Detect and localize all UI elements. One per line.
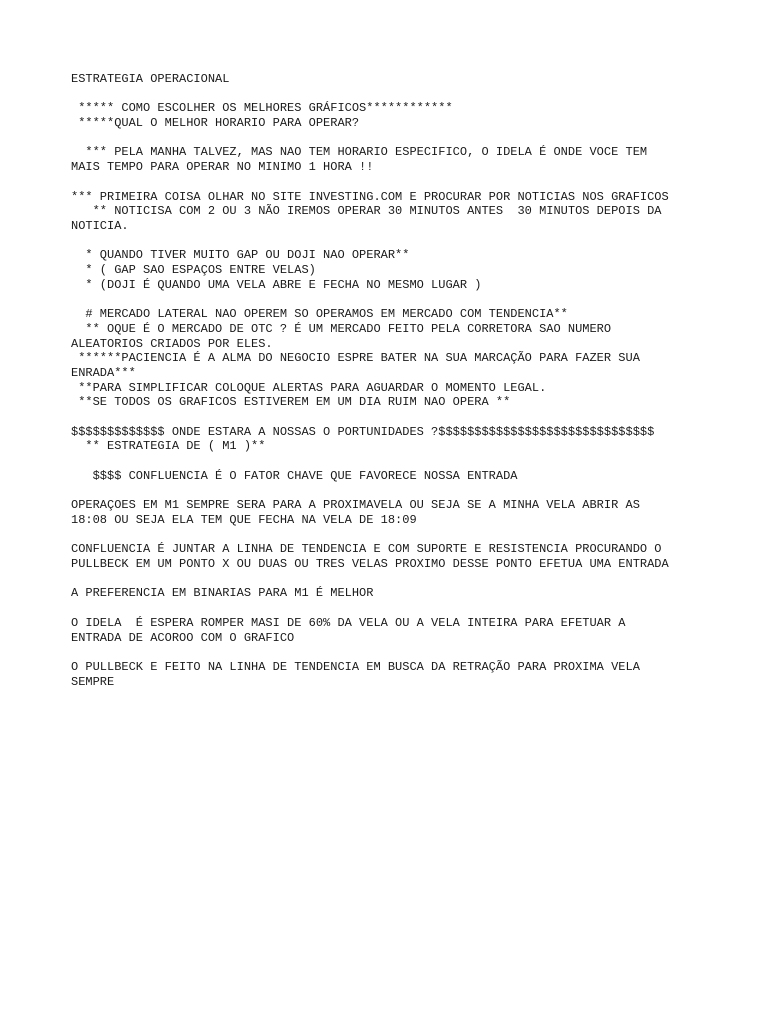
text-line: ALEATORIOS CRIADOS POR ELES. <box>71 336 273 351</box>
text-line: ***** COMO ESCOLHER OS MELHORES GRÁFICOS************ <box>71 101 453 116</box>
blank-line <box>71 410 711 425</box>
text-line: ** NOTICISA COM 2 OU 3 NÃO IREMOS OPERAR 30 MINUTOS ANTES 30 MINUTOS DEPOIS DA <box>71 204 662 219</box>
blank-line <box>71 234 711 249</box>
text-line: *** PELA MANHA TALVEZ, MAS NAO TEM HORARIO ESPECIFICO, O IDELA É ONDE VOCE TEM <box>71 145 648 160</box>
blank-line <box>71 528 711 543</box>
text-line: 18:08 OU SEJA ELA TEM QUE FECHA NA VELA DE 18:09 <box>71 512 417 527</box>
text-line: * (DOJI É QUANDO UMA VELA ABRE E FECHA NO MESMO LUGAR ) <box>71 277 482 292</box>
document-body <box>71 72 711 689</box>
text-line: ******PACIENCIA É A ALMA DO NEGOCIO ESPRE BATER NA SUA MARCAÇÃO PARA FAZER SUA <box>71 351 640 366</box>
blank-line <box>71 601 711 616</box>
text-line: ESTRATEGIA OPERACIONAL <box>71 72 230 86</box>
text-line: ** ESTRATEGIA DE ( M1 )** <box>71 439 266 454</box>
text-line: A PREFERENCIA EM BINARIAS PARA M1 É MELHOR <box>71 586 374 601</box>
text-line: SEMPRE <box>71 674 115 689</box>
text-line: ENTRADA DE ACOROO COM O GRAFICO <box>71 630 295 645</box>
text-line: *****QUAL O MELHOR HORARIO PARA OPERAR? <box>71 116 360 131</box>
text-line: $$$$$$$$$$$$$ ONDE ESTARA A NOSSAS O PORTUNIDADES ?$$$$$$$$$$$$$$$$$$$$$$$$$$$$$$ <box>71 424 655 439</box>
text-line: * QUANDO TIVER MUITO GAP OU DOJI NAO OPERAR** <box>71 248 410 263</box>
text-line: ** OQUE É O MERCADO DE OTC ? É UM MERCADO FEITO PELA CORRETORA SAO NUMERO <box>71 321 612 336</box>
text-line: MAIS TEMPO PARA OPERAR NO MINIMO 1 HORA !! <box>71 160 374 175</box>
text-line: PULLBECK EM UM PONTO X OU DUAS OU TRES VELAS PROXIMO DESSE PONTO EFETUA UMA ENTRADA <box>71 557 669 572</box>
text-line: *** PRIMEIRA COISA OLHAR NO SITE INVESTING.COM E PROCURAR POR NOTICIAS NOS GRAFICOS <box>71 189 669 204</box>
text-line: NOTICIA. <box>71 218 129 233</box>
text-line: # MERCADO LATERAL NAO OPEREM SO OPERAMOS EM MERCADO COM TENDENCIA** <box>71 307 568 322</box>
blank-line <box>71 484 711 499</box>
text-line: O PULLBECK E FEITO NA LINHA DE TENDENCIA EM BUSCA DA RETRAÇÃO PARA PROXIMA VELA <box>71 659 640 674</box>
text-line: OPERAÇOES EM M1 SEMPRE SERA PARA A PROXIMAVELA OU SEJA SE A MINHA VELA ABRIR AS <box>71 498 640 513</box>
blank-line <box>71 572 711 587</box>
blank-line <box>71 292 711 307</box>
blank-line <box>71 454 711 469</box>
text-line: * ( GAP SAO ESPAÇOS ENTRE VELAS) <box>71 263 316 278</box>
text-line: ENRADA*** <box>71 365 136 380</box>
text-line: **SE TODOS OS GRAFICOS ESTIVEREM EM UM DIA RUIM NAO OPERA ** <box>71 395 511 410</box>
blank-line <box>71 175 711 190</box>
text-line: O IDELA É ESPERA ROMPER MASI DE 60% DA VELA OU A VELA INTEIRA PARA EFETUAR A <box>71 615 626 630</box>
blank-line <box>71 645 711 660</box>
text-line: **PARA SIMPLIFICAR COLOQUE ALERTAS PARA AGUARDAR O MOMENTO LEGAL. <box>71 380 547 395</box>
text-line: $$$$ CONFLUENCIA É O FATOR CHAVE QUE FAVORECE NOSSA ENTRADA <box>71 468 518 483</box>
blank-line <box>71 131 711 146</box>
blank-line <box>71 87 711 102</box>
text-line: CONFLUENCIA É JUNTAR A LINHA DE TENDENCIA E COM SUPORTE E RESISTENCIA PROCURANDO O <box>71 542 662 557</box>
